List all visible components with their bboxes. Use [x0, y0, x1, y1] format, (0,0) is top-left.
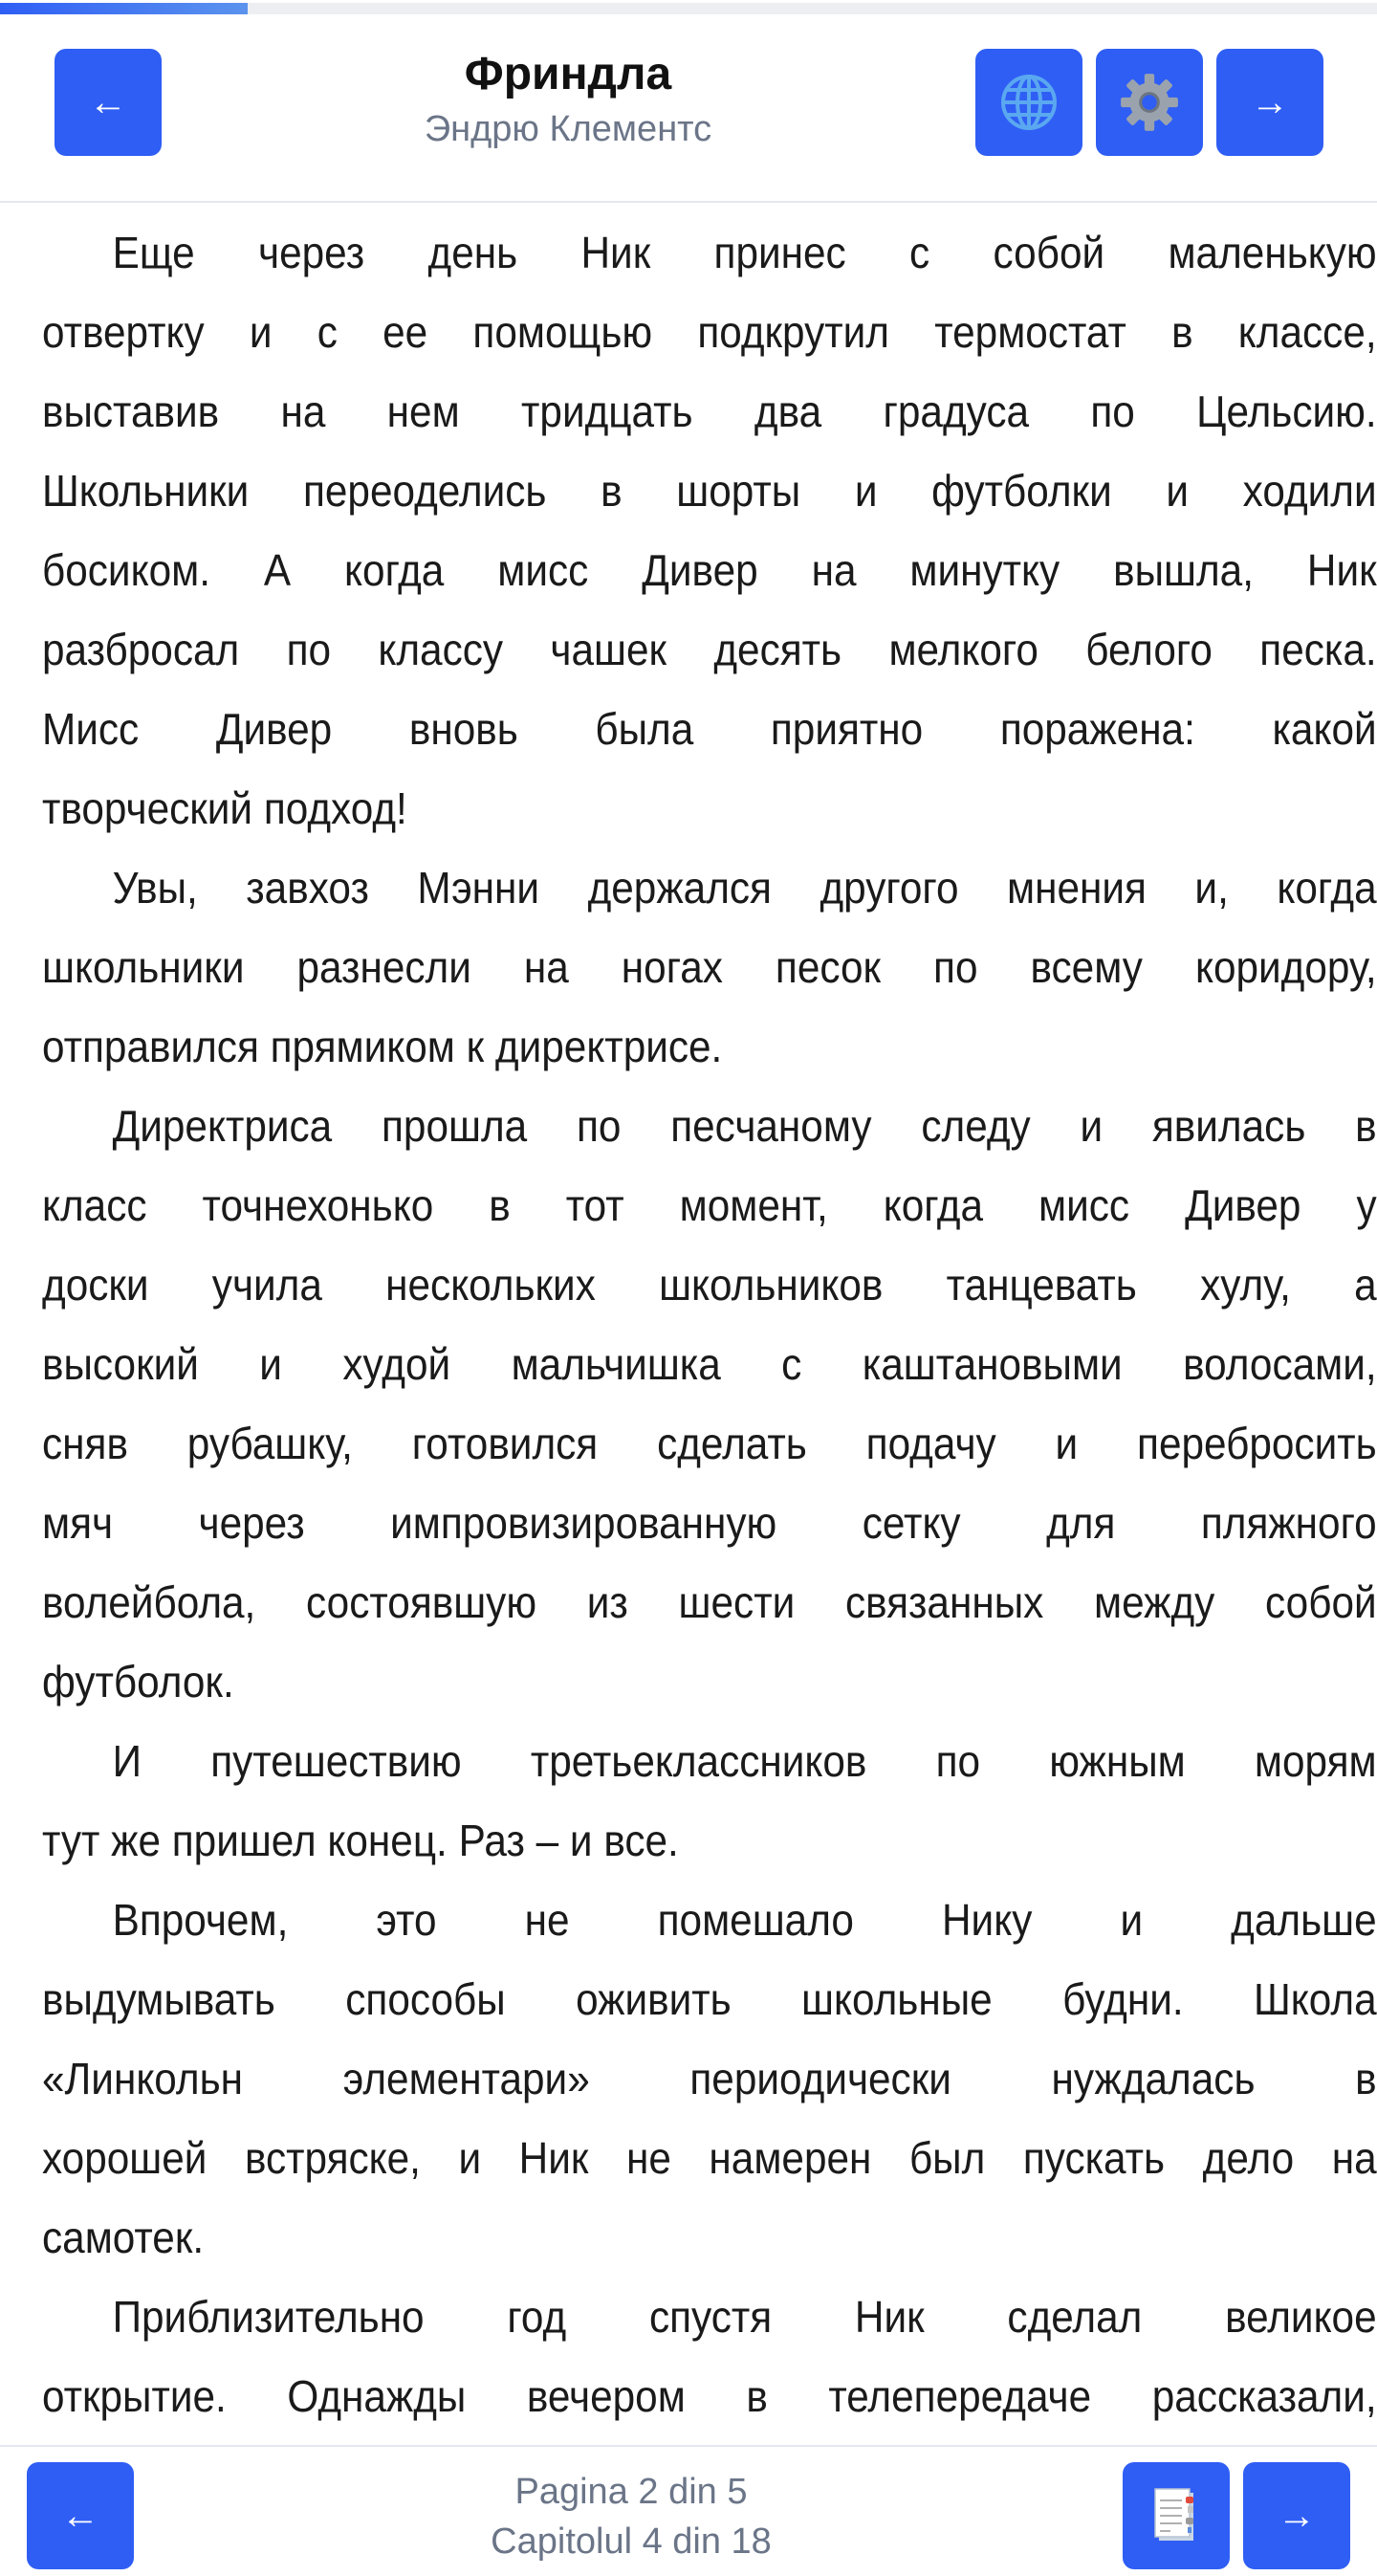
language-button[interactable]	[975, 49, 1082, 156]
footer	[0, 2445, 1377, 2576]
text-line: Мисс Дивер вновь была приятно поражена: какой	[42, 704, 1377, 754]
text-line: отвертку и с ее помощью подкрутил термостат в классе,	[42, 307, 1377, 357]
next-chapter-button[interactable]	[1216, 49, 1323, 156]
text-line: самотек.	[42, 2213, 205, 2262]
text-line: «Линкольн элементари» периодически нуждалась в	[42, 2054, 1377, 2103]
arrow-right-icon: →	[1278, 2494, 1316, 2537]
text-line: Приблизительно год спустя Ник сделал великое	[112, 2292, 1377, 2342]
text-line: доски учила нескольких школьников танцевать хулу, а	[42, 1260, 1377, 1310]
text-line: Увы, завхоз Мэнни держался другого мнения и, когда	[112, 863, 1377, 913]
text-line: открытие. Однажды вечером в телепередаче рассказали,	[42, 2371, 1377, 2421]
text-line: разбросал по классу чашек десять мелкого белого песка.	[42, 625, 1377, 674]
text-line: Впрочем, это не помешало Нику и дальше	[112, 1895, 1377, 1945]
globe-icon	[998, 72, 1060, 133]
chapter-indicator: Capitolul 4 din 18	[491, 2521, 772, 2562]
text-line: мяч через импровизированную сетку для пляжного	[42, 1498, 1377, 1548]
paragraph	[42, 1722, 1377, 1881]
book-text	[42, 213, 1377, 2436]
text-line: выставив на нем тридцать два градуса по Цельсию.	[42, 386, 1377, 436]
table-of-contents-button[interactable]	[1123, 2462, 1230, 2569]
text-line: класс точнехонько в тот момент, когда мисс Дивер у	[42, 1180, 1377, 1230]
paragraph	[42, 848, 1377, 1087]
text-line: школьники разнесли на ногах песок по всему коридору,	[42, 942, 1377, 992]
text-line: хорошей встряске, и Ник не намерен был пускать дело на	[42, 2133, 1377, 2183]
gear-icon	[1118, 71, 1181, 134]
text-line: босиком. А когда мисс Дивер на минутку вышла, Ник	[42, 545, 1377, 595]
arrow-left-icon: ←	[61, 2494, 99, 2537]
text-line: выдумывать способы оживить школьные будни. Школа	[42, 1974, 1377, 2024]
next-page-button[interactable]	[1243, 2462, 1350, 2569]
settings-button[interactable]	[1096, 49, 1203, 156]
paragraph	[42, 213, 1377, 848]
arrow-left-icon: ←	[89, 80, 127, 123]
paragraph	[42, 2278, 1377, 2436]
text-line: Директриса прошла по песчаному следу и явилась в	[112, 1101, 1377, 1151]
text-line: волейбола, состоявшую из шести связанных между собой	[42, 1577, 1377, 1627]
text-line: отправился прямиком к директрисе.	[42, 1022, 723, 1071]
text-line: И путешествию третьеклассников по южным морям	[112, 1736, 1377, 1786]
text-line: сняв рубашку, готовился сделать подачу и перебросить	[42, 1419, 1377, 1468]
paragraph	[42, 1881, 1377, 2278]
text-line: высокий и худой мальчишка с каштановыми волосами,	[42, 1339, 1377, 1389]
text-line: Школьники переоделись в шорты и футболки и ходили	[42, 466, 1377, 516]
page-indicator: Pagina 2 din 5	[514, 2472, 748, 2512]
text-line: футболок.	[42, 1657, 234, 1706]
table-of-contents-icon	[1148, 2485, 1205, 2546]
book-author: Эндрю Клементс	[424, 109, 712, 149]
paragraph	[42, 1087, 1377, 1722]
text-line: тут же пришел конец. Раз – и все.	[42, 1816, 679, 1865]
arrow-right-icon: →	[1251, 80, 1289, 123]
text-line: Еще через день Ник принес с собой маленькую	[112, 228, 1377, 277]
book-title: Фриндла	[464, 49, 672, 99]
header	[0, 0, 1377, 203]
text-line: творческий подход!	[42, 783, 407, 833]
